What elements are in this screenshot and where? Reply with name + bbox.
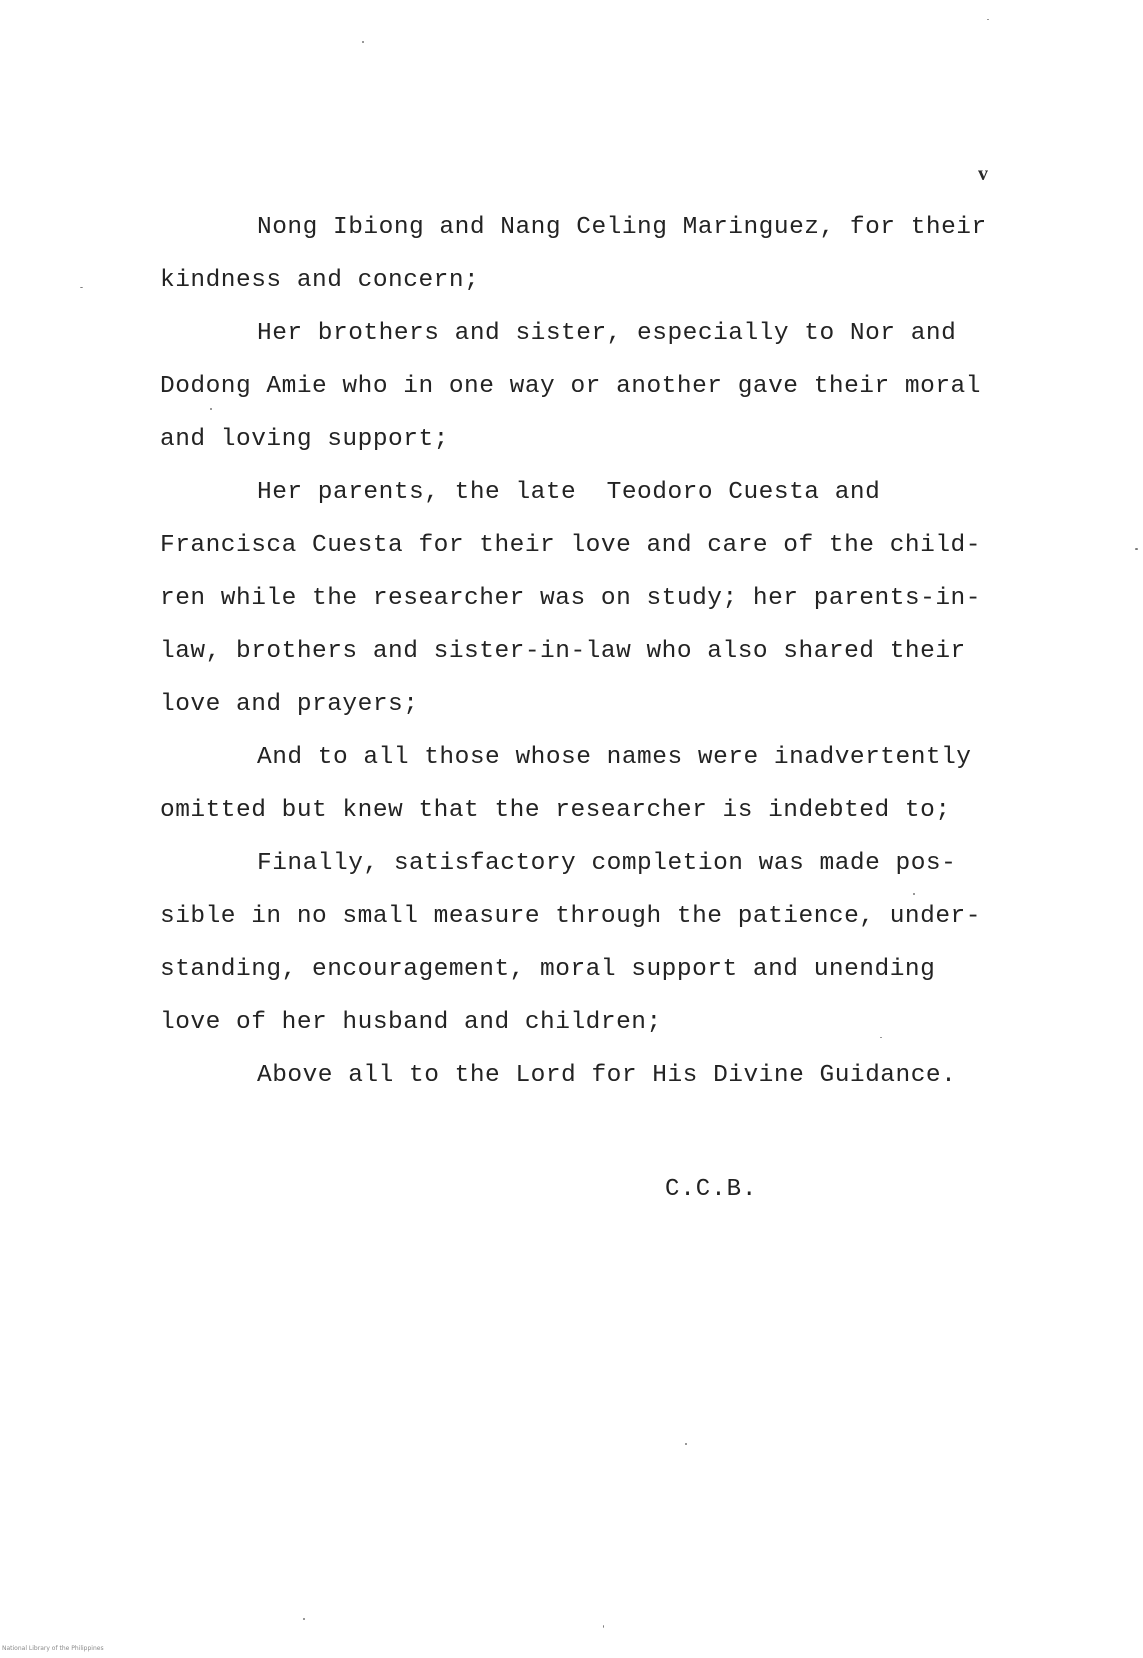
text-line: Above all to the Lord for His Divine Guidance. — [257, 1062, 957, 1089]
scan-speck — [303, 1618, 305, 1620]
text-line: ren while the researcher was on study; her parents-in- — [160, 585, 981, 612]
signature-initials: C.C.B. — [665, 1176, 758, 1203]
scan-speck — [880, 1037, 882, 1038]
text-line: kindness and concern; — [160, 267, 480, 294]
text-line: Nong Ibiong and Nang Celing Maringuez, for their — [257, 214, 987, 241]
scan-speck — [210, 408, 212, 410]
scan-speck — [80, 287, 83, 288]
text-line: omitted but knew that the researcher is indebted to; — [160, 797, 951, 824]
scan-speck — [603, 1625, 604, 1628]
scan-speck — [685, 1443, 687, 1445]
text-line: love and prayers; — [160, 691, 419, 718]
scan-footer: National Library of the Philippines — [2, 1645, 104, 1652]
scan-speck — [987, 19, 989, 20]
text-line: and loving support; — [160, 426, 449, 453]
text-line: sible in no small measure through the patience, under- — [160, 903, 981, 930]
text-line: Francisca Cuesta for their love and care of the child- — [160, 532, 981, 559]
page-number: v — [978, 163, 988, 185]
scan-speck — [1135, 548, 1138, 550]
text-line: And to all those whose names were inadvertently — [257, 744, 972, 771]
text-line: love of her husband and children; — [160, 1009, 662, 1036]
text-line: Dodong Amie who in one way or another gave their moral — [160, 373, 981, 400]
text-line: standing, encouragement, moral support and unending — [160, 956, 936, 983]
text-line: Her brothers and sister, especially to Nor and — [257, 320, 957, 347]
text-line: Her parents, the late Teodoro Cuesta and — [257, 479, 881, 506]
text-line: law, brothers and sister-in-law who also shared their — [160, 638, 966, 665]
scan-speck — [362, 41, 364, 43]
text-line: Finally, satisfactory completion was made pos- — [257, 850, 957, 877]
scan-speck — [913, 893, 915, 895]
